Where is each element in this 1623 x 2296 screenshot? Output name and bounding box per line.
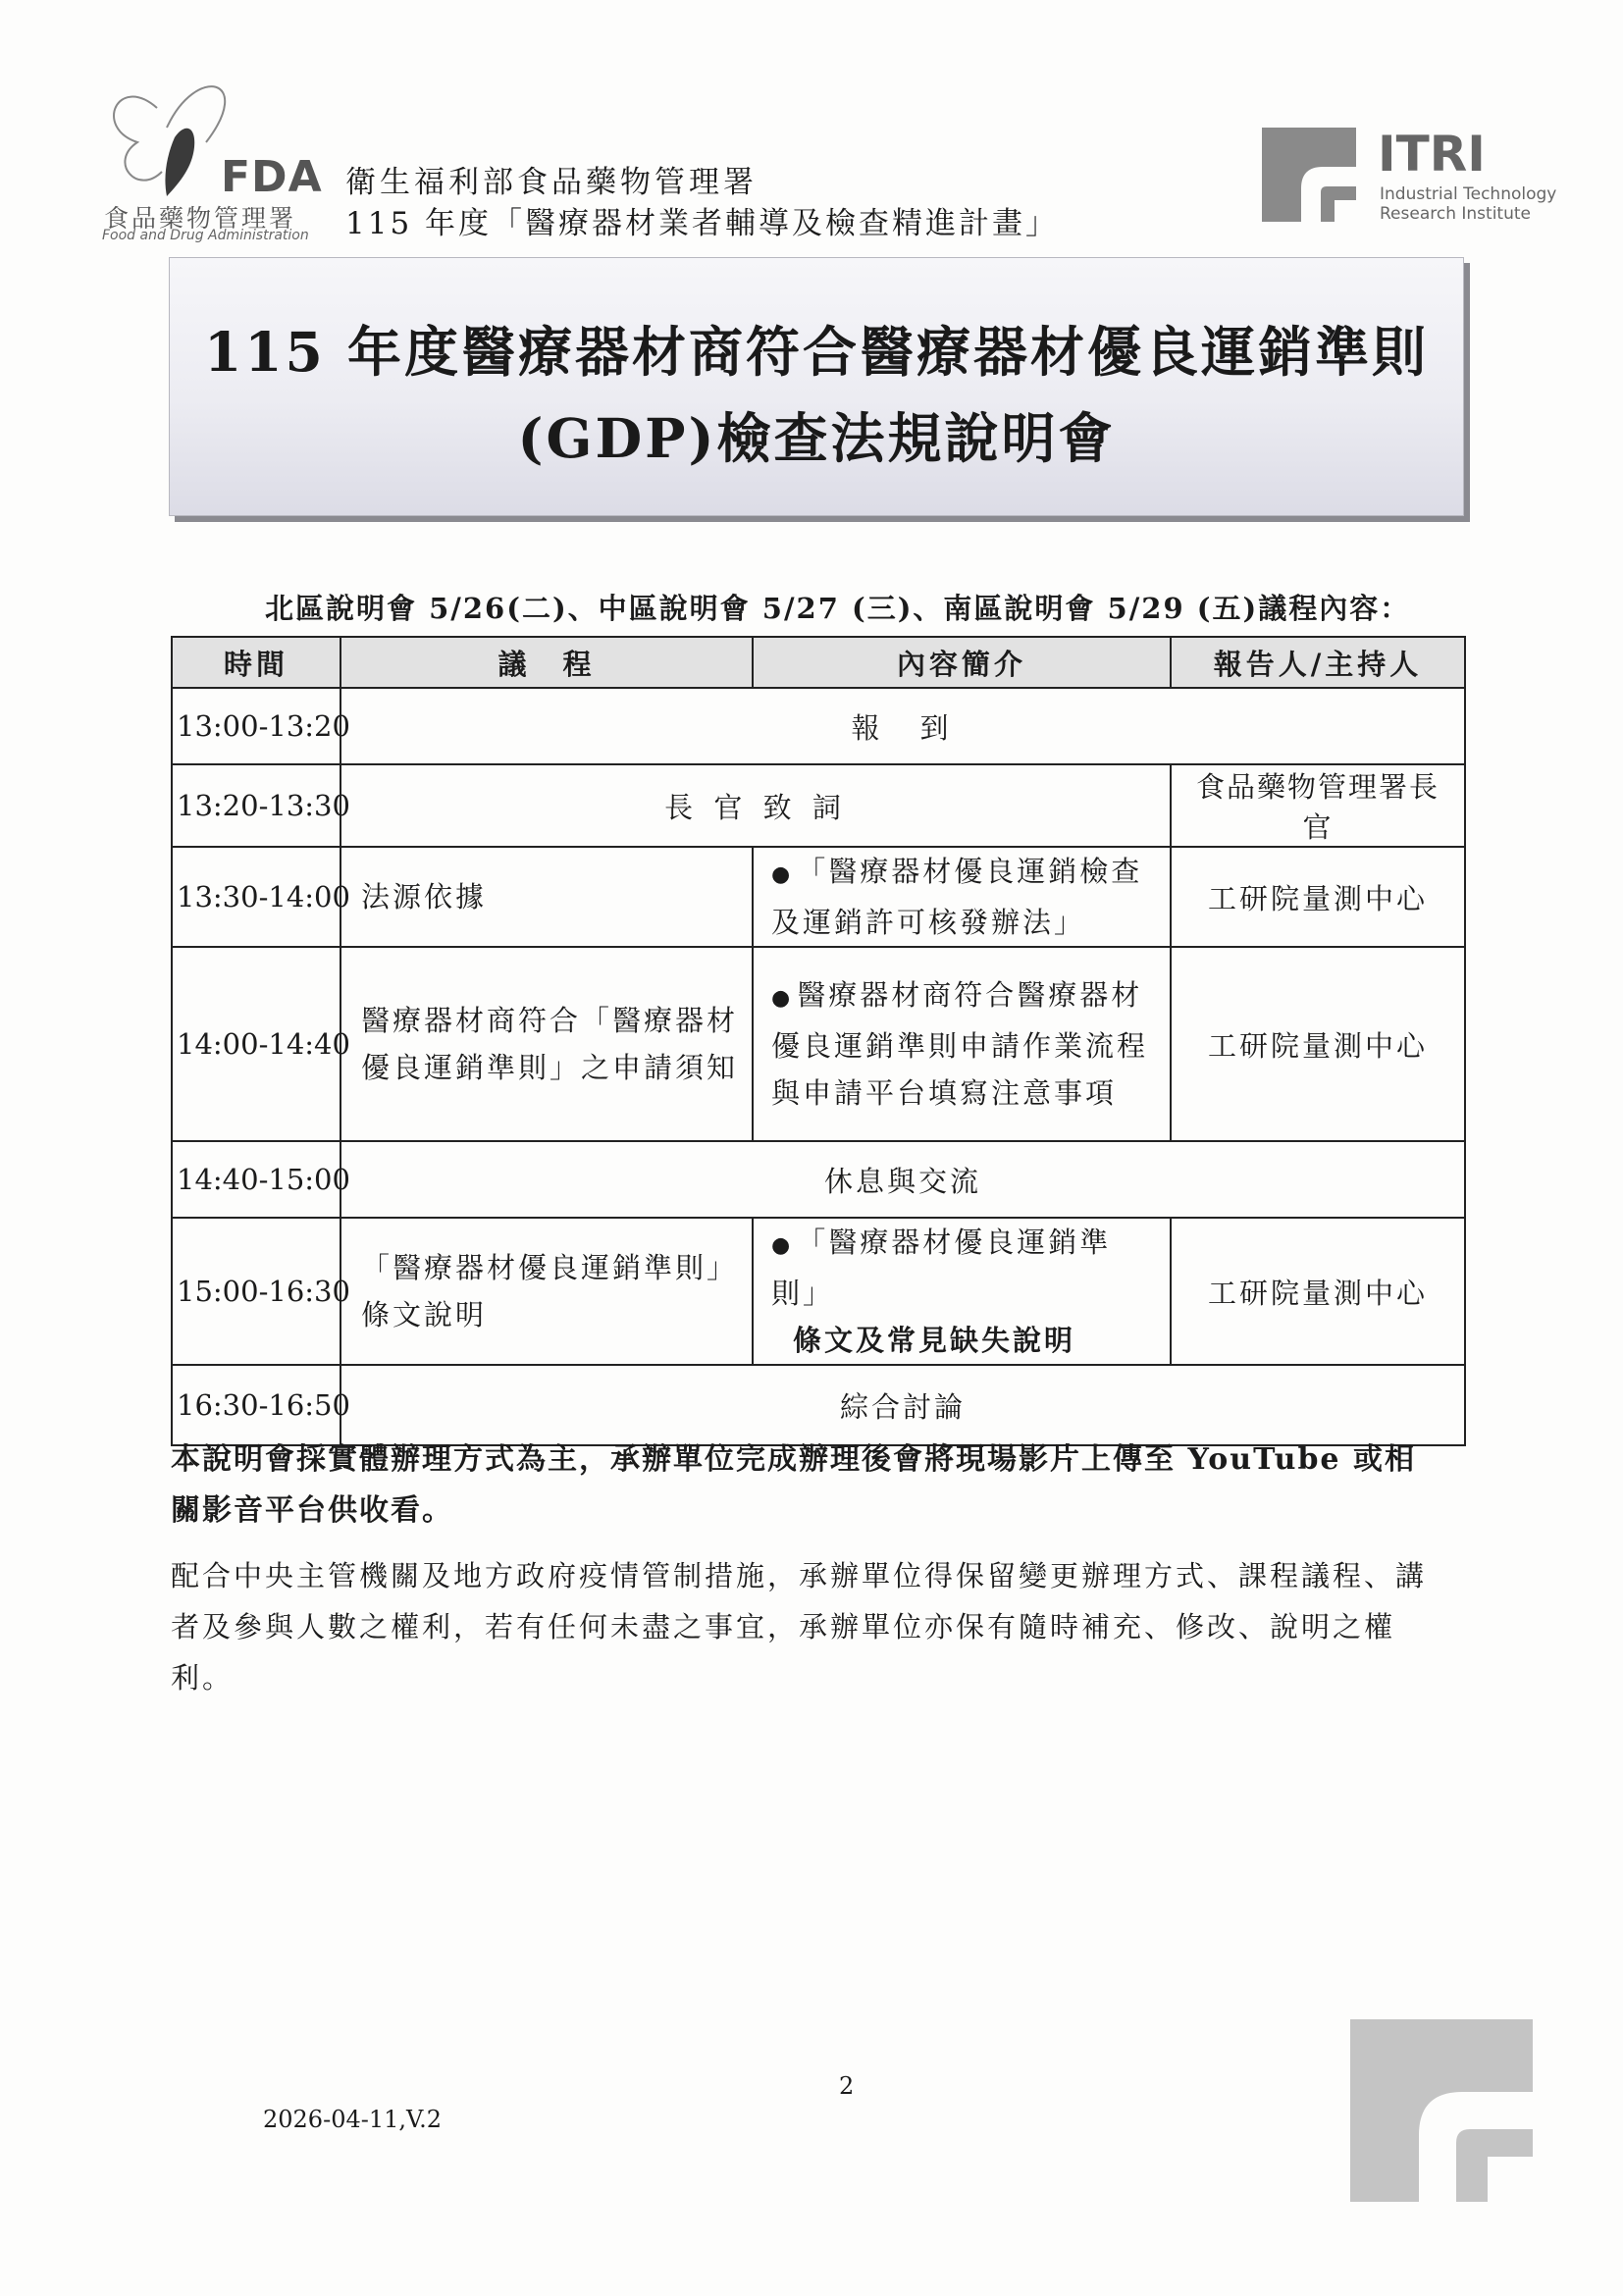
- note-recording: 本說明會採實體辦理方式為主，承辦單位完成辦理後會將現場影片上傳至 YouTube 或相關影音平台供收看。: [171, 1442, 1416, 1528]
- table-row: [172, 947, 1465, 1141]
- row-summary: [753, 847, 1171, 947]
- fda-english-name: Food and Drug Administration: [102, 228, 309, 243]
- summary-text-bold: 條文及常見缺失說明: [793, 1324, 1076, 1357]
- row-speaker: 食品藥物管理署長官: [1171, 764, 1465, 847]
- page-number: 2: [839, 2072, 855, 2100]
- table-row: [172, 1365, 1465, 1445]
- row-summary: [753, 947, 1171, 1141]
- table-row: [172, 688, 1465, 764]
- row-speaker: 工研院量測中心: [1171, 847, 1465, 947]
- row-time: 13:00-13:20: [172, 688, 340, 764]
- title-line-2: (GDP)檢查法規說明會: [517, 406, 1116, 470]
- row-topic: 「醫療器材優良運銷準則」條文說明: [340, 1218, 753, 1365]
- header-speaker: 報告人/主持人: [1171, 637, 1465, 688]
- row-registration: 報 到: [340, 688, 1465, 764]
- header-time: 時間: [172, 637, 340, 688]
- row-time: 16:30-16:50: [172, 1365, 340, 1445]
- fda-chinese-name: 食品藥物管理署: [104, 204, 297, 233]
- bullet-icon: ●: [771, 862, 794, 887]
- row-speaker: 工研院量測中心: [1171, 1218, 1465, 1365]
- bullet-icon: ●: [771, 986, 794, 1011]
- row-opening-remarks: 長 官 致 詞: [340, 764, 1171, 847]
- summary-text: 醫療器材商符合醫療器材優良運銷準則申請作業流程與申請平台填寫注意事項: [771, 978, 1149, 1110]
- row-break: 休息與交流: [340, 1141, 1465, 1218]
- title-box: [169, 257, 1464, 516]
- agenda-caption: 北區說明會 5/26(二)、中區說明會 5/27 (三)、南區說明會 5/29 (五)議程內容：: [265, 592, 1411, 625]
- row-time: 14:40-15:00: [172, 1141, 340, 1218]
- table-row: [172, 847, 1465, 947]
- itri-logo-icon: [1262, 128, 1356, 222]
- table-row: [172, 1141, 1465, 1218]
- itri-name-line1: Industrial Technology: [1380, 184, 1557, 204]
- header-agency: 衛生福利部食品藥物管理署: [345, 165, 758, 200]
- itri-wordmark: ITRI: [1378, 126, 1486, 183]
- document-version: 2026-04-11,V.2: [263, 2106, 443, 2133]
- table-row: [172, 1218, 1465, 1365]
- table-row: [172, 764, 1465, 847]
- row-discussion: 綜合討論: [340, 1365, 1465, 1445]
- note-disclaimer: 配合中央主管機關及地方政府疫情管制措施，承辦單位得保留變更辦理方式、課程議程、講者及參與人數之權利，若有任何未盡之事宜，承辦單位亦保有隨時補充、修改、說明之權利。: [171, 1559, 1428, 1695]
- header-project: 115 年度「醫療器材業者輔導及檢查精進計畫」: [345, 206, 1060, 241]
- row-speaker: 工研院量測中心: [1171, 947, 1465, 1141]
- title-line-1: 115 年度醫療器材商符合醫療器材優良運銷準則: [204, 320, 1429, 384]
- table-header-row: [172, 637, 1465, 688]
- row-time: 13:20-13:30: [172, 764, 340, 847]
- header-topic: 議 程: [340, 637, 753, 688]
- summary-text: 「醫療器材優良運銷檢查及運銷許可核發辦法」: [771, 855, 1143, 939]
- row-time: 14:00-14:40: [172, 947, 340, 1141]
- header-summary: 內容簡介: [753, 637, 1171, 688]
- agenda-table: [171, 636, 1466, 1446]
- fda-wordmark: FDA: [221, 152, 323, 202]
- row-topic: 醫療器材商符合「醫療器材優良運銷準則」之申請須知: [340, 947, 753, 1141]
- row-time: 15:00-16:30: [172, 1218, 340, 1365]
- row-summary: [753, 1218, 1171, 1365]
- itri-name-line2: Research Institute: [1380, 204, 1531, 224]
- row-topic: 法源依據: [340, 847, 753, 947]
- summary-text: 「醫療器材優良運銷準則」: [771, 1226, 1112, 1310]
- bullet-icon: ●: [771, 1233, 794, 1258]
- itri-corner-logo-icon: [1350, 2019, 1533, 2202]
- row-time: 13:30-14:00: [172, 847, 340, 947]
